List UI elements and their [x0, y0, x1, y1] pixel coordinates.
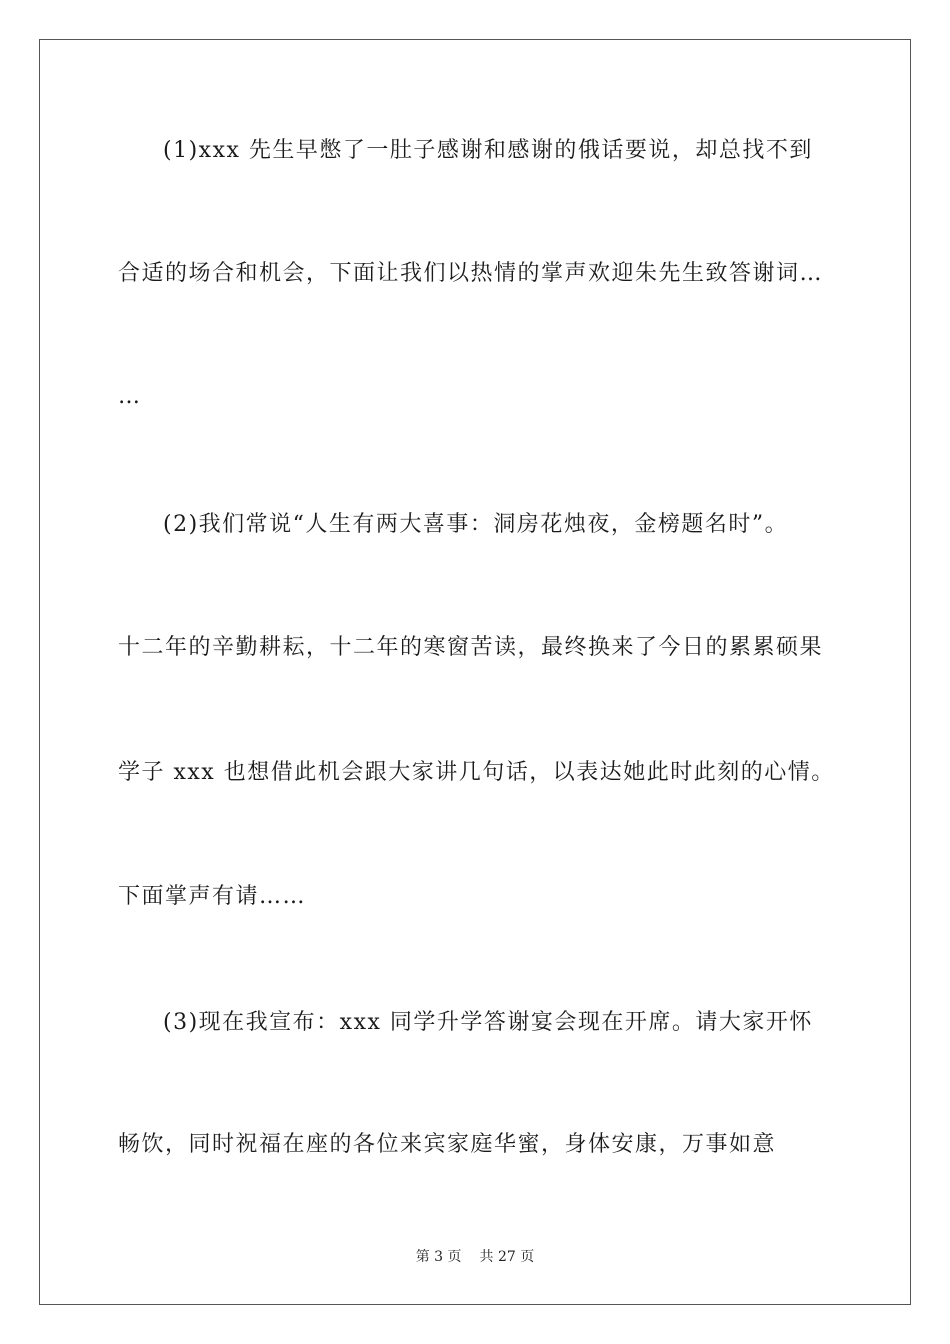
- page-footer: [0, 1248, 950, 1266]
- paragraph-2-line-3: 学子 xxx 也想借此机会跟大家讲几句话，以表达她此时此刻的心情。: [118, 760, 835, 785]
- paragraph-2-line-4: 下面掌声有请……: [118, 884, 307, 909]
- paragraph-1-line-1: (1)xxx 先生早憋了一肚子感谢和感谢的俄话要说，却总找不到: [163, 138, 813, 163]
- page-total: 共 27 页: [479, 1249, 535, 1265]
- paragraph-2-line-2: 十二年的辛勤耕耘，十二年的寒窗苦读，最终换来了今日的累累硕果: [118, 635, 824, 660]
- paragraph-2-line-1: (2)我们常说“人生有两大喜事：洞房花烛夜，金榜题名时”。: [163, 512, 789, 537]
- paragraph-3-line-1: (3)现在我宣布：xxx 同学升学答谢宴会现在开席。请大家开怀: [163, 1010, 813, 1035]
- page-frame: [39, 39, 911, 1305]
- paragraph-1-line-3: …: [118, 384, 142, 409]
- paragraph-3-line-2: 畅饮，同时祝福在座的各位来宾家庭华蜜，身体安康，万事如意: [118, 1132, 777, 1157]
- paragraph-1-line-2: 合适的场合和机会，下面让我们以热情的掌声欢迎朱先生致答谢词…: [118, 261, 824, 286]
- page-number: 第 3 页: [415, 1249, 462, 1265]
